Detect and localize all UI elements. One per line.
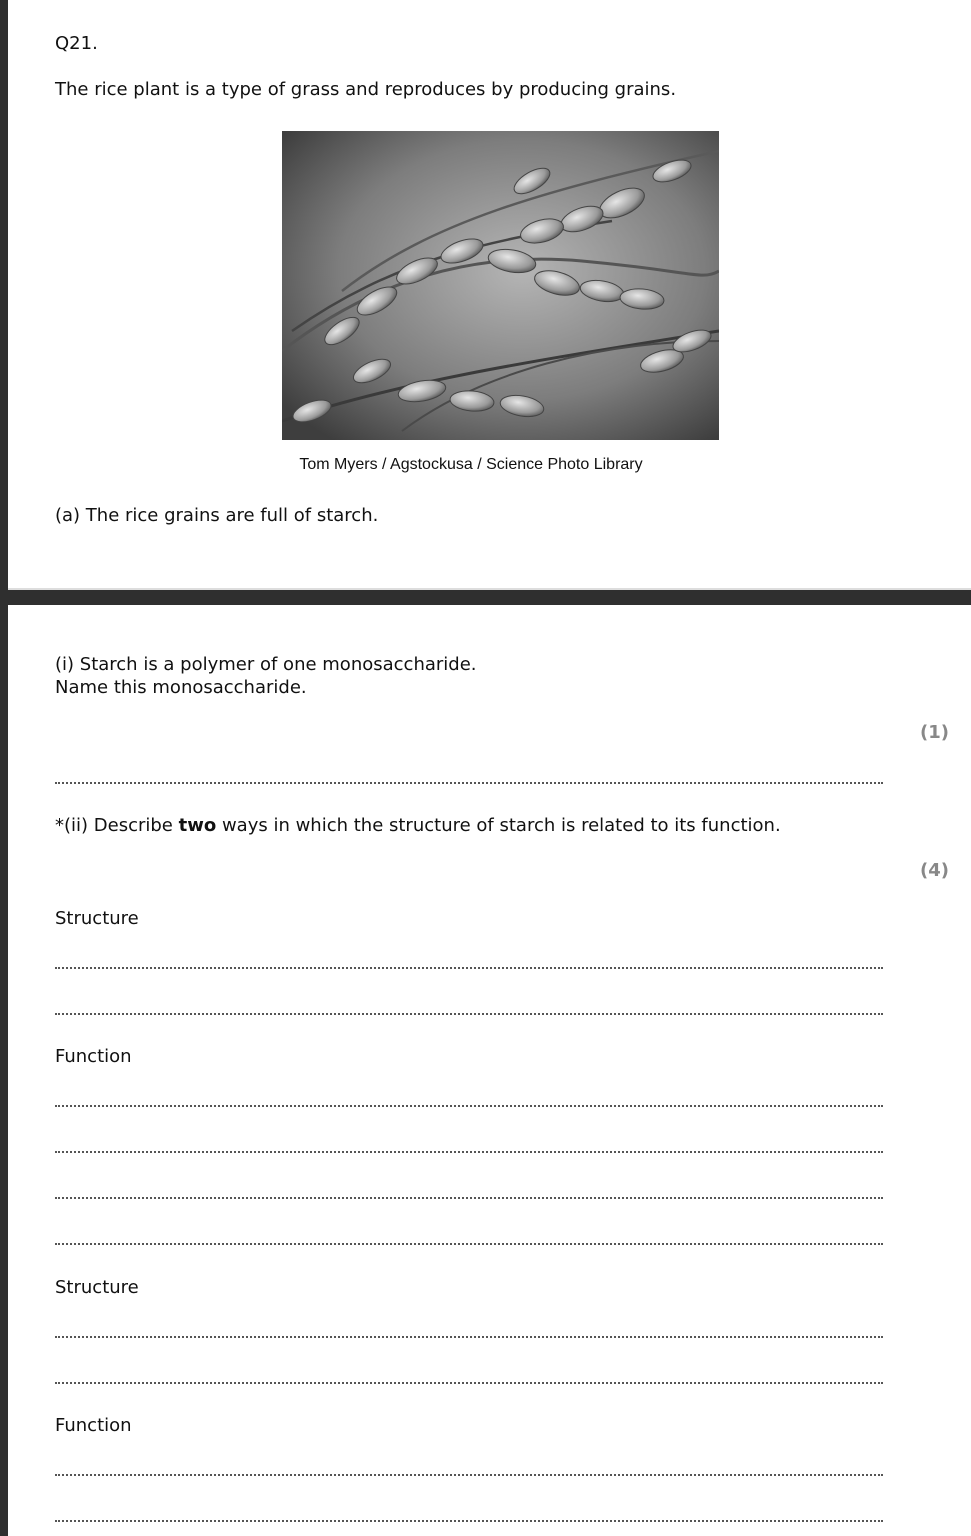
answer-line-i[interactable] [55, 782, 883, 784]
answer-line-f1-3[interactable] [55, 1197, 883, 1199]
function-label-2: Function [55, 1415, 132, 1436]
part-ii-marks: (4) [920, 860, 949, 881]
answer-line-s2-1[interactable] [55, 1336, 883, 1338]
answer-line-s2-2[interactable] [55, 1382, 883, 1384]
answer-line-f1-4[interactable] [55, 1243, 883, 1245]
rice-grains-image [282, 131, 719, 440]
question-panel-bottom [8, 605, 971, 1536]
part-ii-question [55, 814, 781, 838]
answer-line-s1-1[interactable] [55, 967, 883, 969]
part-ii-suffix: ways in which the structure of starch is related to its function. [216, 815, 781, 836]
rice-plant-photo [282, 131, 719, 440]
answer-line-f2-1[interactable] [55, 1474, 883, 1476]
part-ii-bold: two [178, 815, 217, 836]
question-number: Q21. [55, 33, 98, 54]
question-panel-top [8, 0, 971, 588]
structure-label-2: Structure [55, 1277, 139, 1298]
answer-line-f1-1[interactable] [55, 1105, 883, 1107]
part-i-line1: (i) Starch is a polymer of one monosaccharide. [55, 654, 477, 675]
part-ii-prefix: *(ii) Describe [55, 815, 179, 836]
answer-line-f1-2[interactable] [55, 1151, 883, 1153]
answer-line-s1-2[interactable] [55, 1013, 883, 1015]
part-i-line2: Name this monosaccharide. [55, 677, 307, 698]
structure-label-1: Structure [55, 908, 139, 929]
part-a-text: (a) The rice grains are full of starch. [55, 505, 379, 526]
image-credit: Tom Myers / Agstockusa / Science Photo Library [299, 456, 643, 473]
part-i-marks: (1) [920, 722, 949, 743]
page-separator [8, 588, 971, 590]
question-intro: The rice plant is a type of grass and reproduces by producing grains. [55, 79, 677, 100]
function-label-1: Function [55, 1046, 132, 1067]
answer-line-f2-2[interactable] [55, 1520, 883, 1522]
